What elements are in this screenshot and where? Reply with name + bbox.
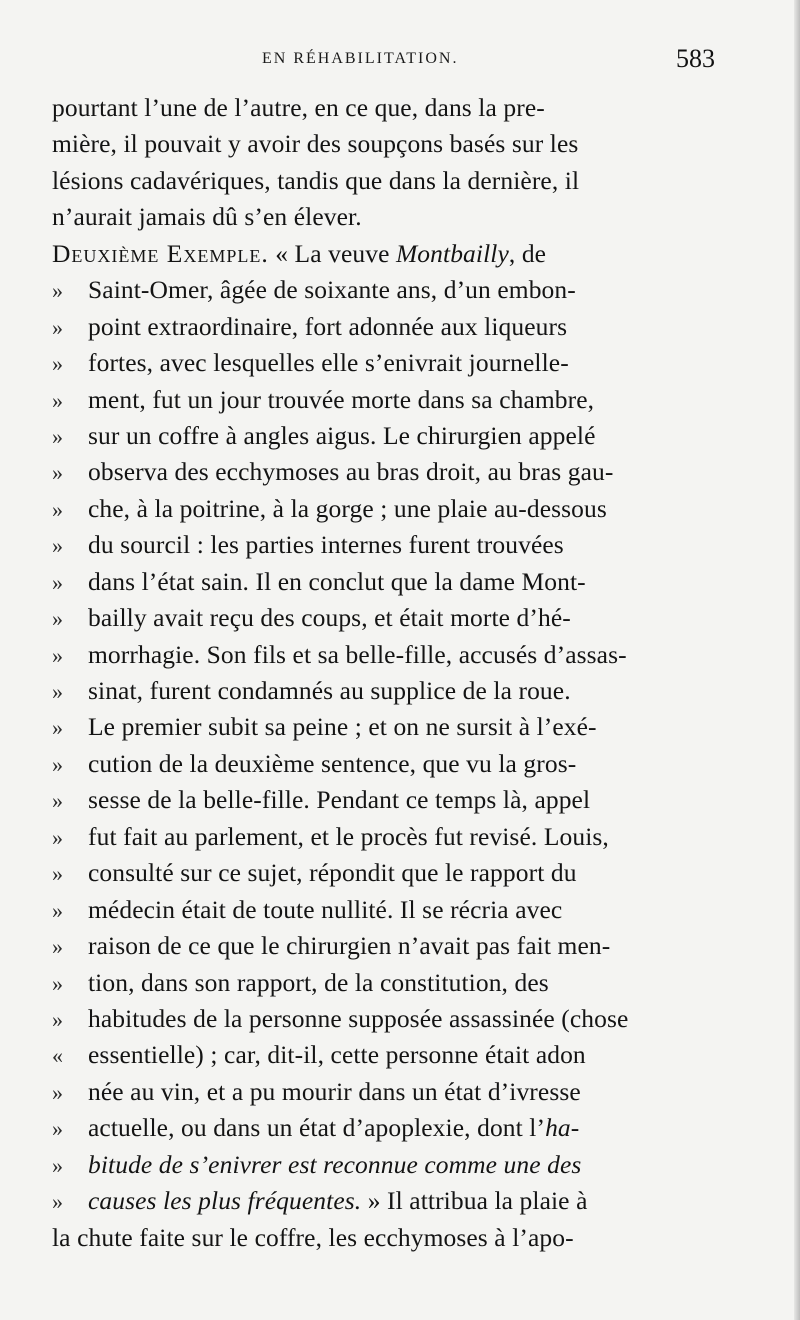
text-line	[52, 749, 742, 785]
line-text	[52, 239, 742, 269]
quote-mark: »	[52, 642, 63, 668]
text-line	[52, 931, 742, 967]
line-text	[88, 1004, 742, 1034]
text-line	[52, 1150, 742, 1186]
line-text	[88, 785, 742, 815]
line-plain: pourtant l’une de l’autre, en ce que, dans la pre-	[52, 93, 545, 122]
quote-mark: »	[52, 423, 63, 449]
text-line	[52, 421, 742, 457]
line-plain: consulté sur ce sujet, répondit que le rapport du	[88, 858, 577, 888]
quote-mark: »	[52, 387, 63, 413]
line-tail: , de	[508, 238, 547, 268]
section-lead: Deuxième Exemple.	[52, 238, 269, 268]
page-number: 583	[676, 44, 715, 73]
line-plain: n’aurait jamais dû s’en élever.	[52, 202, 362, 232]
line-text	[88, 275, 742, 305]
line-italic: bitude de s’enivrer est reconnue comme une des	[88, 1149, 582, 1179]
quote-mark: »	[52, 824, 63, 850]
text-line	[52, 129, 742, 165]
line-text	[52, 93, 742, 123]
line-plain: fortes, avec lesquelles elle s’enivrait journelle-	[88, 348, 569, 378]
quote-mark: »	[52, 1006, 63, 1032]
line-text	[88, 603, 742, 633]
quote-mark: »	[52, 788, 63, 814]
line-text	[88, 385, 742, 415]
line-text	[88, 312, 742, 342]
line-text	[52, 129, 742, 159]
line-text	[88, 1150, 742, 1180]
line-italic: Montbailly	[395, 238, 509, 268]
line-plain: Saint-Omer, âgée de soixante ans, d’un embon-	[88, 275, 576, 305]
line-text	[88, 858, 742, 888]
quote-mark: »	[52, 679, 63, 704]
line-text	[52, 166, 742, 196]
quote-mark: «	[52, 1043, 63, 1069]
line-text	[88, 712, 742, 742]
line-text	[88, 640, 742, 670]
line-plain: ment, fut un jour trouvée morte dans sa chambre,	[88, 384, 595, 414]
text-line	[52, 968, 742, 1004]
quote-mark: »	[52, 351, 63, 377]
line-plain: observa des ecchymoses au bras droit, au bras gau-	[88, 457, 614, 487]
line-text	[88, 421, 742, 451]
quote-mark: »	[52, 533, 63, 559]
line-text	[88, 676, 742, 706]
line-plain: sur un coffre à angles aigus. Le chirurgien appelé	[88, 420, 596, 450]
line-italic: ha-	[545, 1113, 580, 1143]
line-plain: bailly avait reçu des coups, et était morte d’hé-	[88, 603, 571, 633]
line-plain: fut fait au parlement, et le procès fut revisé. Louis,	[88, 821, 609, 851]
line-text	[88, 348, 742, 378]
line-plain: Le premier subit sa peine ; et on ne sursit à l’exé-	[88, 712, 597, 742]
quote-mark: »	[52, 934, 63, 960]
running-title: EN RÉHABILITATION.	[262, 50, 459, 67]
line-plain: née au vin, et a pu mourir dans un état d’ivresse	[88, 1076, 581, 1106]
text-line	[52, 640, 742, 676]
text-line	[52, 785, 742, 821]
line-text	[88, 1040, 742, 1070]
line-text	[88, 494, 742, 524]
line-plain: habitudes de la personne supposée assassinée (chose	[88, 1003, 629, 1033]
line-text	[52, 202, 742, 232]
text-line	[52, 348, 742, 384]
line-plain: lésions cadavériques, tandis que dans la dernière, il	[52, 165, 580, 195]
quote-mark: »	[52, 861, 63, 887]
line-plain: essentielle) ; car, dit-il, cette personne était adon	[88, 1040, 586, 1070]
text-line	[52, 1077, 742, 1113]
line-plain: mière, il pouvait y avoir des soupçons basés sur les	[52, 129, 579, 159]
line-plain: la chute faite sur le coffre, les ecchymoses à l’apo-	[52, 1222, 574, 1252]
line-plain: « La veuve	[268, 238, 396, 268]
text-line	[52, 567, 742, 603]
line-text	[88, 931, 742, 961]
text-line	[52, 603, 742, 639]
line-plain: raison de ce que le chirurgien n’avait pas fait men-	[88, 931, 611, 961]
text-line	[52, 530, 742, 566]
line-text	[88, 749, 742, 779]
text-line	[52, 1004, 742, 1040]
text-line	[52, 895, 742, 931]
line-plain: tion, dans son rapport, de la constitution, des	[88, 967, 549, 997]
line-plain: sinat, furent condamnés au supplice de la roue.	[88, 676, 571, 705]
text-line	[52, 166, 742, 202]
quote-mark: »	[52, 751, 63, 777]
quote-mark: »	[52, 1189, 63, 1215]
line-plain: dans l’état sain. Il en conclut que la dame Mont-	[88, 566, 586, 596]
line-plain: médecin était de toute nullité. Il se récria avec	[88, 894, 563, 924]
line-text	[88, 895, 742, 925]
line-text	[88, 1113, 742, 1143]
quote-mark: »	[52, 1152, 63, 1178]
line-plain: actuelle, ou dans un état d’apoplexie, dont l’	[88, 1113, 546, 1143]
line-plain: che, à la poitrine, à la gorge ; une plaie au-dessous	[88, 493, 607, 523]
text-line	[52, 1186, 742, 1222]
line-plain: sesse de la belle-fille. Pendant ce temps là, appel	[88, 785, 591, 815]
text-line	[52, 1223, 742, 1259]
text-line	[52, 385, 742, 421]
quote-mark: »	[52, 897, 63, 923]
text-line	[52, 712, 742, 748]
line-text	[88, 822, 742, 852]
line-text	[88, 968, 742, 998]
text-line	[52, 457, 742, 493]
quote-mark: »	[52, 1079, 63, 1105]
text-line	[52, 822, 742, 858]
page-edge	[794, 0, 800, 1320]
quote-mark: »	[52, 970, 63, 996]
line-text	[88, 530, 742, 560]
line-tail: » Il attribua la plaie à	[361, 1186, 588, 1216]
line-text	[88, 1077, 742, 1107]
text-line	[52, 312, 742, 348]
line-plain: morrhagie. Son fils et sa belle-fille, accusés d’assas-	[88, 639, 627, 669]
quote-mark: »	[52, 460, 63, 486]
quote-mark: »	[52, 1116, 63, 1142]
line-text	[88, 567, 742, 597]
text-line	[52, 494, 742, 530]
text-line	[52, 239, 742, 275]
body-text	[52, 93, 742, 1259]
quote-mark: »	[52, 496, 63, 522]
line-text	[88, 1186, 742, 1216]
quote-mark: »	[52, 569, 63, 595]
text-line	[52, 1113, 742, 1149]
line-plain: cution de la deuxième sentence, que vu la gros-	[88, 748, 577, 778]
line-text	[52, 1223, 742, 1253]
line-plain: point extraordinaire, fort adonnée aux liqueurs	[88, 311, 568, 341]
text-line	[52, 202, 742, 238]
running-head	[0, 44, 800, 78]
text-line	[52, 93, 742, 129]
text-line	[52, 275, 742, 311]
text-line	[52, 858, 742, 894]
quote-mark: »	[52, 314, 63, 340]
line-italic: causes les plus fréquentes.	[88, 1186, 362, 1216]
quote-mark: »	[52, 606, 63, 632]
line-text	[88, 457, 742, 487]
text-line	[52, 1040, 742, 1076]
quote-mark: »	[52, 278, 63, 304]
text-line	[52, 676, 742, 712]
line-plain: du sourcil : les parties internes furent trouvées	[88, 530, 564, 560]
quote-mark: »	[52, 715, 63, 741]
